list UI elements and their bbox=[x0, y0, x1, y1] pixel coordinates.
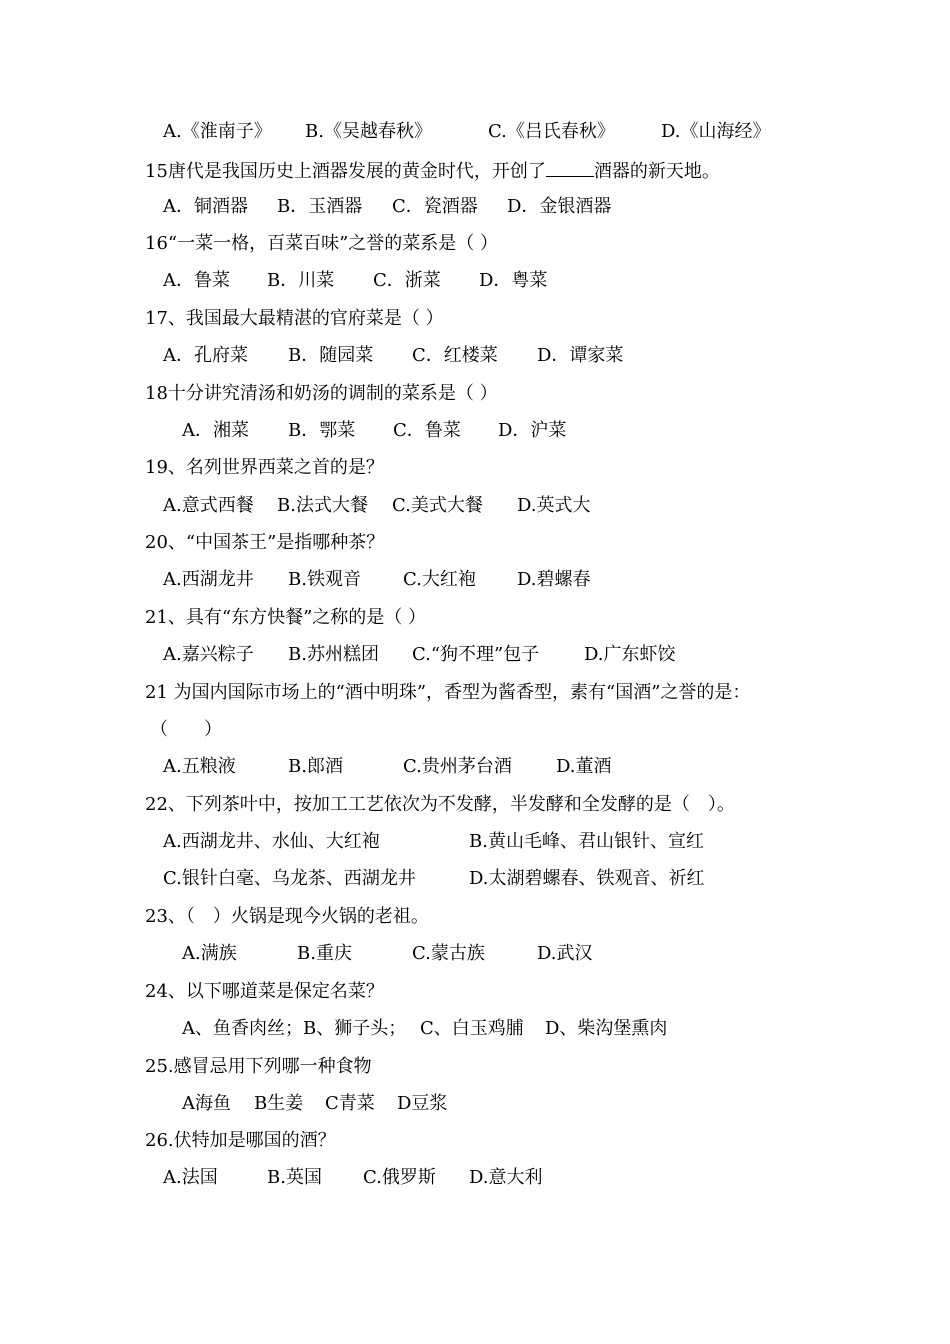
q15-option-d: D．金银酒器 bbox=[507, 196, 612, 217]
q26-option-d: D.意大利 bbox=[469, 1167, 543, 1188]
q21b-question-answer-paren: （ ） bbox=[150, 719, 222, 740]
q25-option-a: A海鱼 bbox=[182, 1093, 231, 1114]
q19-option-a: A.意式西餐 bbox=[163, 495, 254, 516]
q21b-option-a: A.五粮液 bbox=[163, 756, 236, 777]
q26-option-a: A.法国 bbox=[163, 1167, 218, 1188]
q14-option-a: A.《淮南子》 bbox=[163, 121, 272, 142]
q19-option-b: B.法式大餐 bbox=[277, 495, 368, 516]
q16-option-b: B．川菜 bbox=[267, 270, 335, 291]
q16-option-a: A．鲁菜 bbox=[163, 270, 230, 291]
q15-option-a: A．铜酒器 bbox=[163, 196, 248, 217]
q23-option-c: C.蒙古族 bbox=[412, 943, 485, 964]
q21b-option-c: C.贵州茅台酒 bbox=[403, 756, 512, 777]
q18-question: 18十分讲究清汤和奶汤的调制的菜系是（ ） bbox=[145, 383, 498, 404]
q16-option-c: C．浙菜 bbox=[373, 270, 441, 291]
q20-option-b: B.铁观音 bbox=[288, 569, 361, 590]
q25-option-c: C青菜 bbox=[325, 1093, 375, 1114]
q24-option-ab: A、鱼香肉丝；B、狮子头； bbox=[182, 1018, 407, 1039]
q14-option-c: C.《吕氏春秋》 bbox=[488, 121, 615, 142]
q24-option-c: C、白玉鸡脯 bbox=[420, 1018, 524, 1039]
q21a-option-b: B.苏州糕团 bbox=[288, 644, 379, 665]
q18-option-d: D．沪菜 bbox=[498, 420, 567, 441]
q20-question: 20、“中国茶王”是指哪种茶？ bbox=[145, 532, 385, 553]
q15-question bbox=[145, 158, 720, 183]
q20-option-d: D.碧螺春 bbox=[517, 569, 591, 590]
q21a-option-c: C.“狗不理”包子 bbox=[412, 644, 540, 665]
q21b-option-b: B.郎酒 bbox=[288, 756, 343, 777]
q17-question: 17、我国最大最精湛的官府菜是（ ） bbox=[145, 308, 444, 329]
q26-option-c: C.俄罗斯 bbox=[363, 1167, 436, 1188]
q14-option-d: D.《山海经》 bbox=[661, 121, 771, 142]
q15-text-before: 15唐代是我国历史上酒器发展的黄金时代，开创了 bbox=[145, 161, 546, 182]
q23-option-b: B.重庆 bbox=[297, 943, 352, 964]
q21b-question: 21 为国内国际市场上的“酒中明珠”，香型为酱香型，素有“国酒”之誉的是： bbox=[145, 682, 751, 703]
q25-option-d: D豆浆 bbox=[397, 1093, 448, 1114]
q22-option-d: D.太湖碧螺春、铁观音、祈红 bbox=[469, 868, 705, 889]
q21b-option-d: D.董酒 bbox=[556, 756, 612, 777]
q26-option-b: B.英国 bbox=[267, 1167, 322, 1188]
q22-question: 22、下列茶叶中，按加工工艺依次为不发酵，半发酵和全发酵的是（ ）。 bbox=[145, 794, 735, 815]
q15-option-b: B．玉酒器 bbox=[277, 196, 363, 217]
q19-question: 19、名列世界西菜之首的是？ bbox=[145, 457, 384, 478]
q17-option-a: A．孔府菜 bbox=[163, 345, 248, 366]
q21a-option-a: A.嘉兴粽子 bbox=[163, 644, 254, 665]
q24-question: 24、以下哪道菜是保定名菜？ bbox=[145, 981, 384, 1002]
q18-option-b: B．鄂菜 bbox=[288, 420, 356, 441]
q16-option-d: D．粤菜 bbox=[479, 270, 548, 291]
q17-option-d: D．谭家菜 bbox=[537, 345, 624, 366]
q23-question: 23、（ ）火锅是现今火锅的老祖。 bbox=[145, 906, 429, 927]
q24-option-d: D、柴沟堡熏肉 bbox=[545, 1018, 668, 1039]
q17-option-c: C．红楼菜 bbox=[412, 345, 498, 366]
q19-option-d: D.英式大 bbox=[517, 495, 591, 516]
q19-option-c: C.美式大餐 bbox=[392, 495, 483, 516]
q23-option-d: D.武汉 bbox=[537, 943, 593, 964]
q15-text-after: 酒器的新天地。 bbox=[593, 161, 720, 182]
q26-question: 26.伏特加是哪国的酒？ bbox=[145, 1130, 336, 1151]
q16-question: 16“一菜一格，百菜百味”之誉的菜系是（ ） bbox=[145, 233, 499, 254]
q22-option-c: C.银针白毫、乌龙茶、西湖龙井 bbox=[163, 868, 416, 889]
q15-answer-blank bbox=[546, 158, 594, 177]
q21a-option-d: D.广东虾饺 bbox=[584, 644, 676, 665]
q23-option-a: A.满族 bbox=[182, 943, 237, 964]
q22-option-a: A.西湖龙井、水仙、大红袍 bbox=[163, 831, 380, 852]
q17-option-b: B．随园菜 bbox=[288, 345, 374, 366]
q22-option-b: B.黄山毛峰、君山银针、宣红 bbox=[469, 831, 704, 852]
q20-option-c: C.大红袍 bbox=[403, 569, 476, 590]
q18-option-a: A．湘菜 bbox=[182, 420, 249, 441]
q20-option-a: A.西湖龙井 bbox=[163, 569, 254, 590]
q25-question: 25.感冒忌用下列哪一种食物 bbox=[145, 1056, 372, 1077]
q14-option-b: B.《吴越春秋》 bbox=[305, 121, 432, 142]
q21a-question: 21、具有“东方快餐”之称的是（ ） bbox=[145, 607, 427, 628]
q18-option-c: C．鲁菜 bbox=[393, 420, 461, 441]
q25-option-b: B生姜 bbox=[254, 1093, 304, 1114]
q15-option-c: C．瓷酒器 bbox=[392, 196, 478, 217]
